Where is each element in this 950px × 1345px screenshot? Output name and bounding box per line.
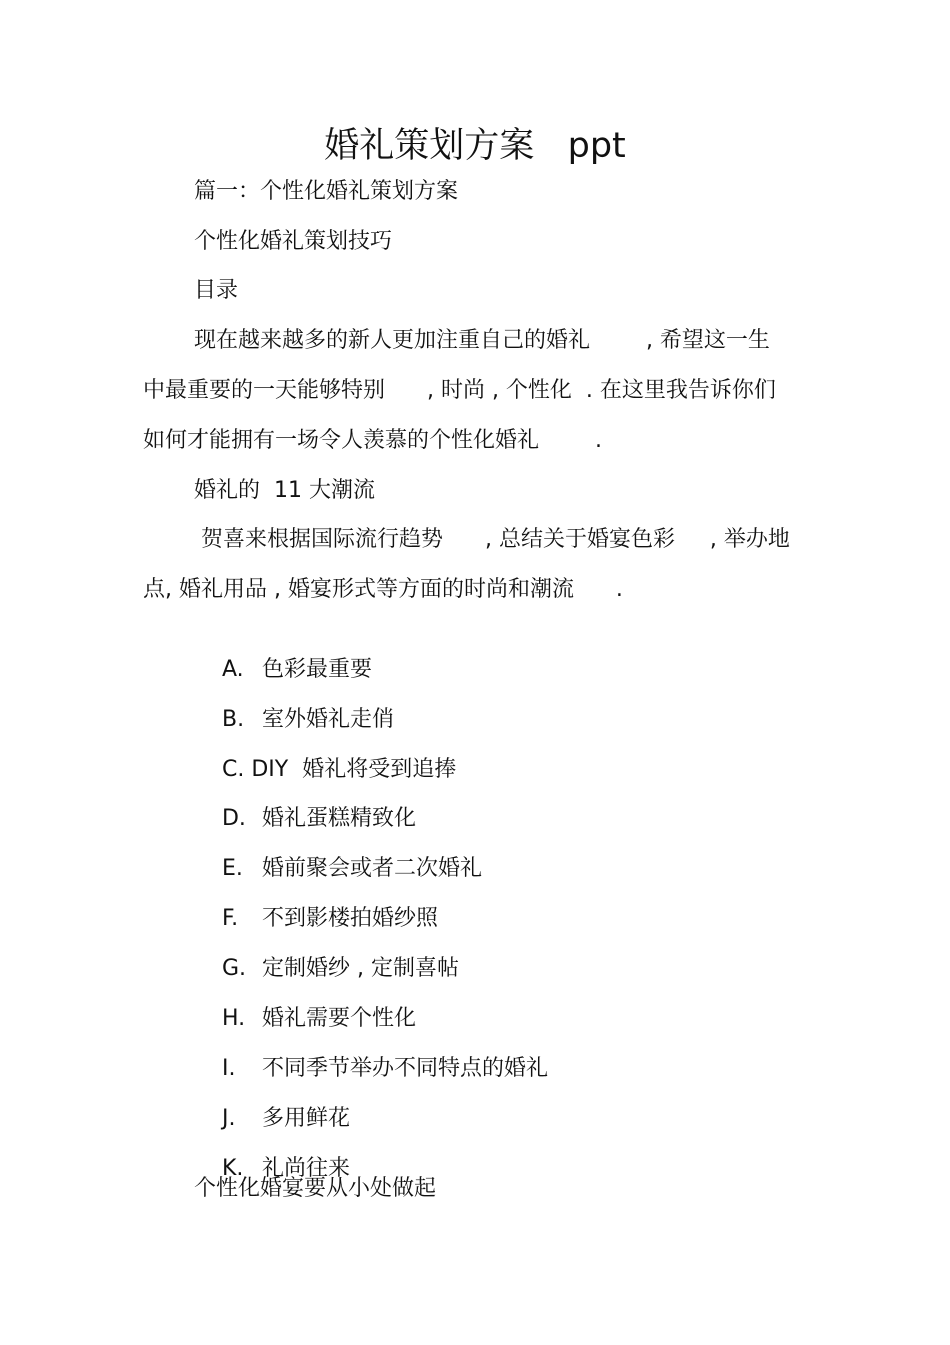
list-item-text: 婚前聚会或者二次婚礼 bbox=[261, 856, 482, 881]
list-item-text: 礼尚往来 bbox=[261, 1156, 350, 1181]
list-item-text: 室外婚礼走俏 bbox=[261, 707, 394, 732]
list-item-text: 不同季节举办不同特点的婚礼 bbox=[261, 1056, 548, 1081]
subheading: 个性化婚礼策划技巧 bbox=[194, 229, 393, 254]
list-item-letter: F. bbox=[221, 906, 239, 931]
trends-intro-line-1: 贺喜来根据国际流行趋势 , 总结关于婚宴色彩 , 举办地 bbox=[194, 527, 790, 552]
list-item-text: 定制婚纱 , 定制喜帖 bbox=[261, 956, 459, 981]
list-item-letter: A. bbox=[221, 657, 244, 682]
list-item-letter: H. bbox=[221, 1006, 246, 1031]
list-item-letter: C. DIY bbox=[221, 757, 289, 782]
list-item-letter: K. bbox=[221, 1156, 244, 1181]
trends-intro-line-2: 点, 婚礼用品 , 婚宴形式等方面的时尚和潮流 . bbox=[143, 577, 623, 602]
list-item-text: 婚礼将受到追捧 bbox=[288, 757, 457, 782]
list-item-letter: D. bbox=[221, 806, 246, 831]
list-item-letter: E. bbox=[221, 856, 243, 881]
intro-line-2: 中最重要的一天能够特别 , 时尚 , 个性化 . 在这里我告诉你们 bbox=[143, 378, 776, 403]
section-heading: 篇一：个性化婚礼策划方案 bbox=[194, 179, 459, 204]
toc-label: 目录 bbox=[194, 278, 239, 303]
closing-line: 个性化婚宴要从小处做起 bbox=[194, 1176, 437, 1201]
list-item-letter: G. bbox=[221, 956, 247, 981]
list-item-text: 色彩最重要 bbox=[261, 657, 372, 682]
document-title: 婚礼策划方案 ppt bbox=[324, 126, 626, 166]
intro-line-3: 如何才能拥有一场令人羡慕的个性化婚礼 . bbox=[143, 428, 602, 453]
list-item-letter: J. bbox=[221, 1106, 236, 1131]
list-item-letter: B. bbox=[221, 707, 245, 732]
list-item-text: 不到影楼拍婚纱照 bbox=[261, 906, 438, 931]
list-item-text: 婚礼蛋糕精致化 bbox=[261, 806, 416, 831]
trends-heading: 婚礼的 11 大潮流 bbox=[194, 478, 375, 503]
list-item-text: 婚礼需要个性化 bbox=[261, 1006, 416, 1031]
list-item-letter: I. bbox=[221, 1056, 236, 1081]
list-item-text: 多用鲜花 bbox=[261, 1106, 350, 1131]
intro-line-1: 现在越来越多的新人更加注重自己的婚礼 , 希望这一生 bbox=[194, 328, 770, 353]
